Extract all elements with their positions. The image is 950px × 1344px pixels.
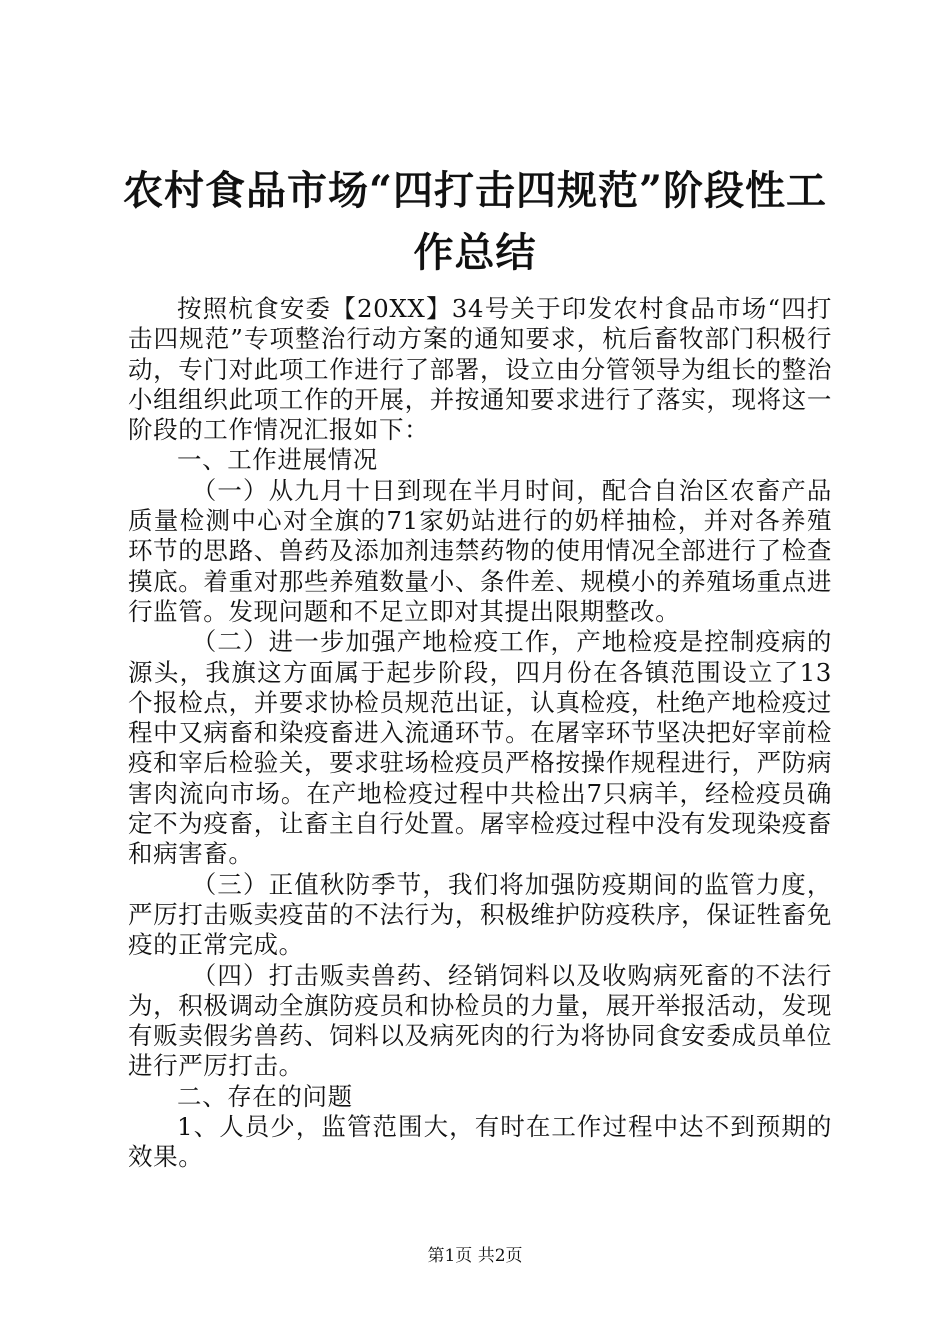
progress-item-1: （一）从九月十日到现在半月时间，配合自治区农畜产品质量检测中心对全旗的71家奶站进行的奶样抽检，并对各养殖环节的思路、兽药及添加剂违禁药物的使用情况全部进行了检查摸底。着重对那些养殖数量小、条件差、规模小的养殖场重点进行监管。发现问题和不足立即对其提出限期整改。 <box>128 475 832 626</box>
intro-paragraph: 按照杭食安委【20XX】34号关于印发农村食品市场“四打击四规范”专项整治行动方案的通知要求，杭后畜牧部门积极行动，专门对此项工作进行了部署，设立由分管领导为组长的整治小组组织此项工作的开展，并按通知要求进行了落实，现将这一阶段的工作情况汇报如下： <box>128 294 832 445</box>
progress-item-4: （四）打击贩卖兽药、经销饲料以及收购病死畜的不法行为，积极调动全旗防疫员和协检员的力量，展开举报活动，发现有贩卖假劣兽药、饲料以及病死肉的行为将协同食安委成员单位进行严厉打击。 <box>128 960 832 1081</box>
document-body <box>128 294 832 1173</box>
section-heading-progress: 一、工作进展情况 <box>177 445 378 475</box>
section-heading-problems: 二、存在的问题 <box>177 1081 353 1111</box>
document-title: 农村食品市场“四打击四规范”阶段性工作总结 <box>122 167 827 276</box>
page-number: 第1页 共2页 <box>427 1246 523 1266</box>
progress-item-3: （三）正值秋防季节，我们将加强防疫期间的监管力度，严厉打击贩卖疫苗的不法行为，积极维护防疫秩序，保证牲畜免疫的正常完成。 <box>128 869 832 960</box>
problem-item-1: 1、人员少，监管范围大，有时在工作过程中达不到预期的效果。 <box>128 1112 832 1172</box>
progress-item-2: （二）进一步加强产地检疫工作，产地检疫是控制疫病的源头，我旗这方面属于起步阶段，四月份在各镇范围设立了13个报检点，并要求协检员规范出证，认真检疫，杜绝产地检疫过程中又病畜和染疫畜进入流通环节。在屠宰环节坚决把好宰前检疫和宰后检验关，要求驻场检疫员严格按操作规程进行，严防病害肉流向市场。在产地检疫过程中共检出7只病羊，经检疫员确定不为疫畜，让畜主自行处置。屠宰检疫过程中没有发现染疫畜和病害畜。 <box>128 627 832 869</box>
